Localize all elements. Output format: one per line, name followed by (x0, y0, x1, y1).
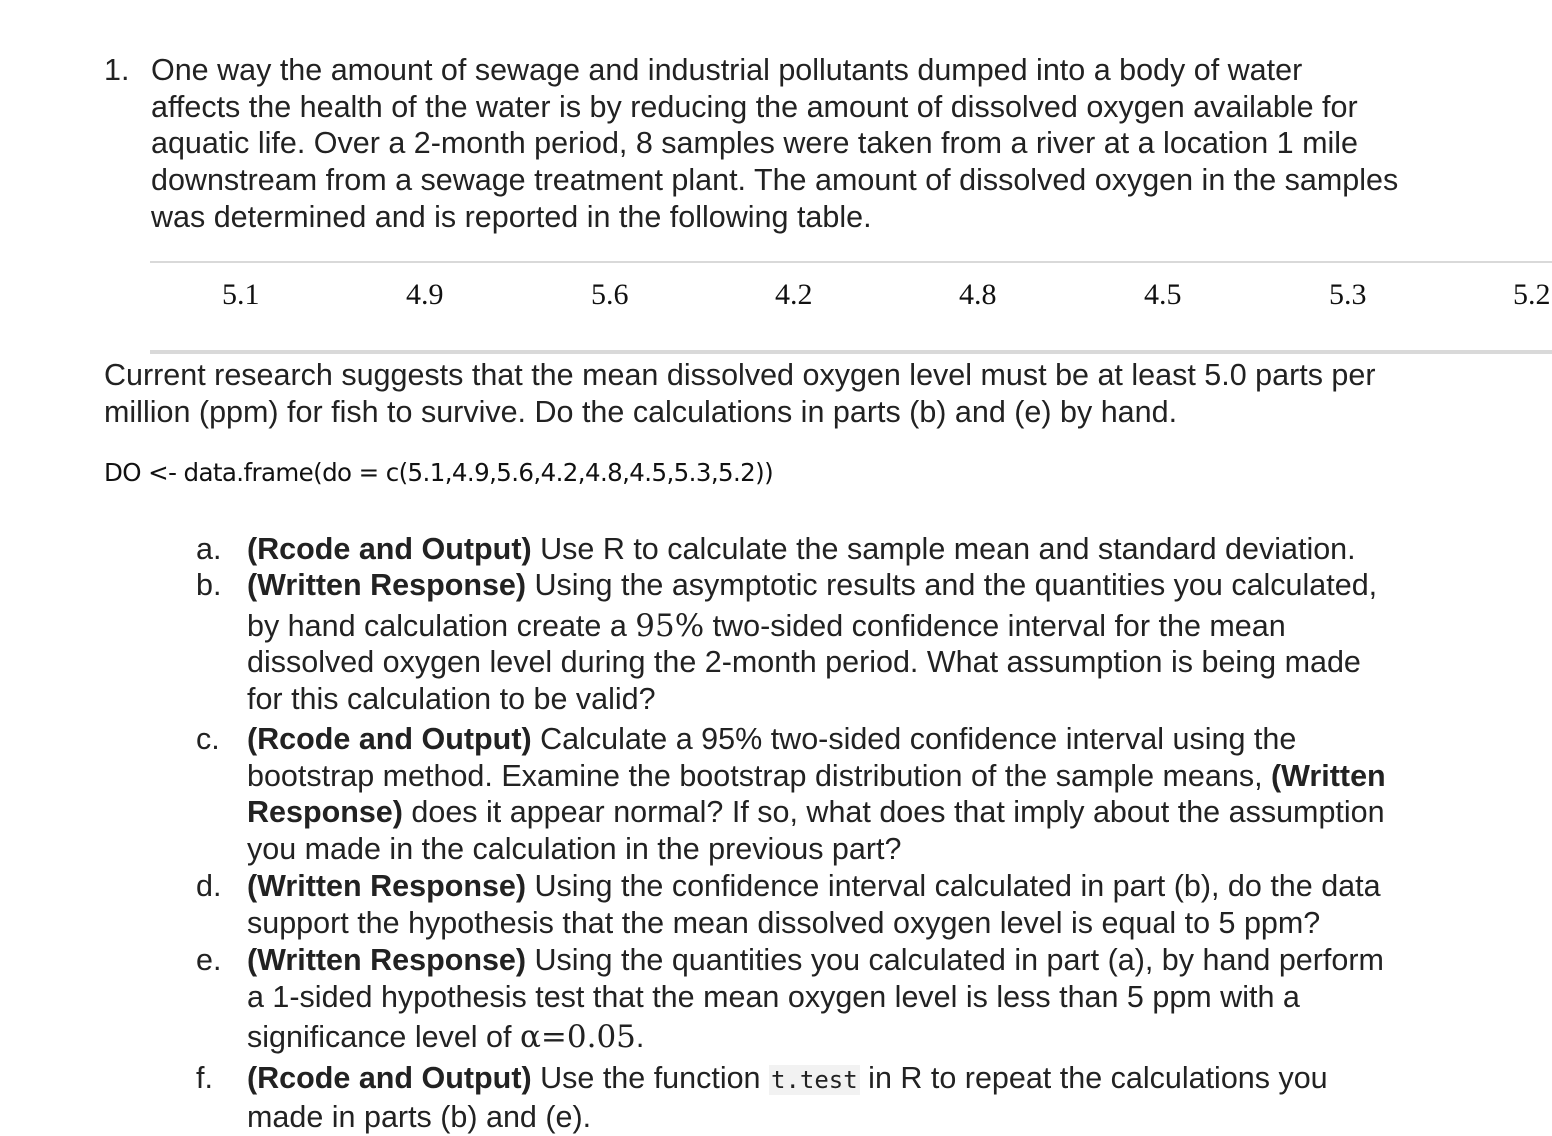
part-text: for this calculation to be valid? (247, 682, 656, 717)
problem-line: was determined and is reported in the following table. (151, 199, 872, 234)
table-cell: 5.3 (1329, 278, 1367, 311)
part-label: d. (196, 869, 222, 903)
part-text: made in parts (b) and (e). (247, 1099, 592, 1134)
math-expression: 95% (635, 607, 705, 644)
part-tag: (Rcode and Output) (247, 1061, 532, 1095)
part-tag: (Rcode and Output) (247, 532, 532, 566)
part-label: e. (196, 943, 222, 977)
part-text: . (635, 1020, 645, 1055)
table-top-rule (150, 261, 1552, 263)
part-text: Calculate a 95% two-sided confidence interval using the (531, 722, 1297, 756)
part-text: two-sided confidence interval for the mean (704, 608, 1286, 643)
part-label: c. (196, 722, 220, 756)
intro-paragraph (104, 357, 1524, 430)
table-cell: 4.2 (775, 278, 813, 311)
part-text: you made in the calculation in the previous part? (247, 832, 902, 867)
part-text: Use the function (531, 1061, 769, 1095)
part-text: Using the confidence interval calculated in part (b), do the data (526, 869, 1381, 903)
part-text: by hand calculation create a (247, 608, 636, 643)
part-label: b. (196, 568, 222, 602)
r-code-line: DO <- data.frame(do = c(5.1,4.9,5.6,4.2,4.8,4.5,5.3,5.2)) (104, 458, 774, 487)
intro-line: million (ppm) for fish to survive. Do the calculations in parts (b) and (e) by hand. (104, 394, 1178, 429)
part-text: bootstrap method. Examine the bootstrap distribution of the sample means, (247, 758, 1272, 793)
table-bottom-rule (150, 350, 1552, 354)
part-tag: (Written Response) (247, 568, 527, 602)
problem-line: One way the amount of sewage and industrial pollutants dumped into a body of water (151, 53, 1303, 87)
part-text: support the hypothesis that the mean dissolved oxygen level is equal to 5 ppm? (247, 905, 1321, 940)
part-text: in R to repeat the calculations you (859, 1061, 1328, 1095)
part-tag: (Written Response) (247, 869, 527, 903)
problem-line: downstream from a sewage treatment plant. The amount of dissolved oxygen in the samples (151, 163, 1399, 198)
problem-line: aquatic life. Over a 2-month period, 8 samples were taken from a river at a location 1 mile (151, 126, 1358, 161)
table-cell: 5.2 (1513, 278, 1551, 311)
part-text: does it appear normal? If so, what does that imply about the assumption (402, 795, 1385, 830)
table-cell: 5.1 (222, 278, 260, 311)
part-text: significance level of (247, 1020, 520, 1055)
part-tag: (Written (1271, 758, 1386, 793)
part-text: Using the asymptotic results and the quantities you calculated, (526, 568, 1378, 602)
table-cell: 4.9 (406, 278, 444, 311)
intro-line: Current research suggests that the mean dissolved oxygen level must be at least 5.0 parts per (104, 358, 1376, 392)
table-cell: 4.8 (959, 278, 997, 311)
inline-code: t.test (771, 1066, 858, 1094)
part-label: f. (196, 1061, 213, 1095)
part-tag: (Rcode and Output) (247, 722, 532, 756)
part-tag: (Written Response) (247, 943, 527, 977)
part-tag: Response) (247, 795, 403, 830)
part-text: dissolved oxygen level during the 2-month period. What assumption is being made (247, 645, 1361, 680)
problem-line: affects the health of the water is by reducing the amount of dissolved oxygen available for (151, 89, 1358, 124)
problem-text (151, 52, 1511, 236)
part-text: Use R to calculate the sample mean and standard deviation. (531, 532, 1356, 566)
problem-number: 1. (104, 53, 130, 87)
part-text: Using the quantities you calculated in part (a), by hand perform (526, 943, 1384, 977)
part-text: a 1-sided hypothesis test that the mean oxygen level is less than 5 ppm with a (247, 979, 1300, 1014)
part-label: a. (196, 532, 222, 566)
table-cell: 4.5 (1144, 278, 1182, 311)
table-cell: 5.6 (591, 278, 629, 311)
math-expression: α=0.05 (519, 1019, 636, 1056)
